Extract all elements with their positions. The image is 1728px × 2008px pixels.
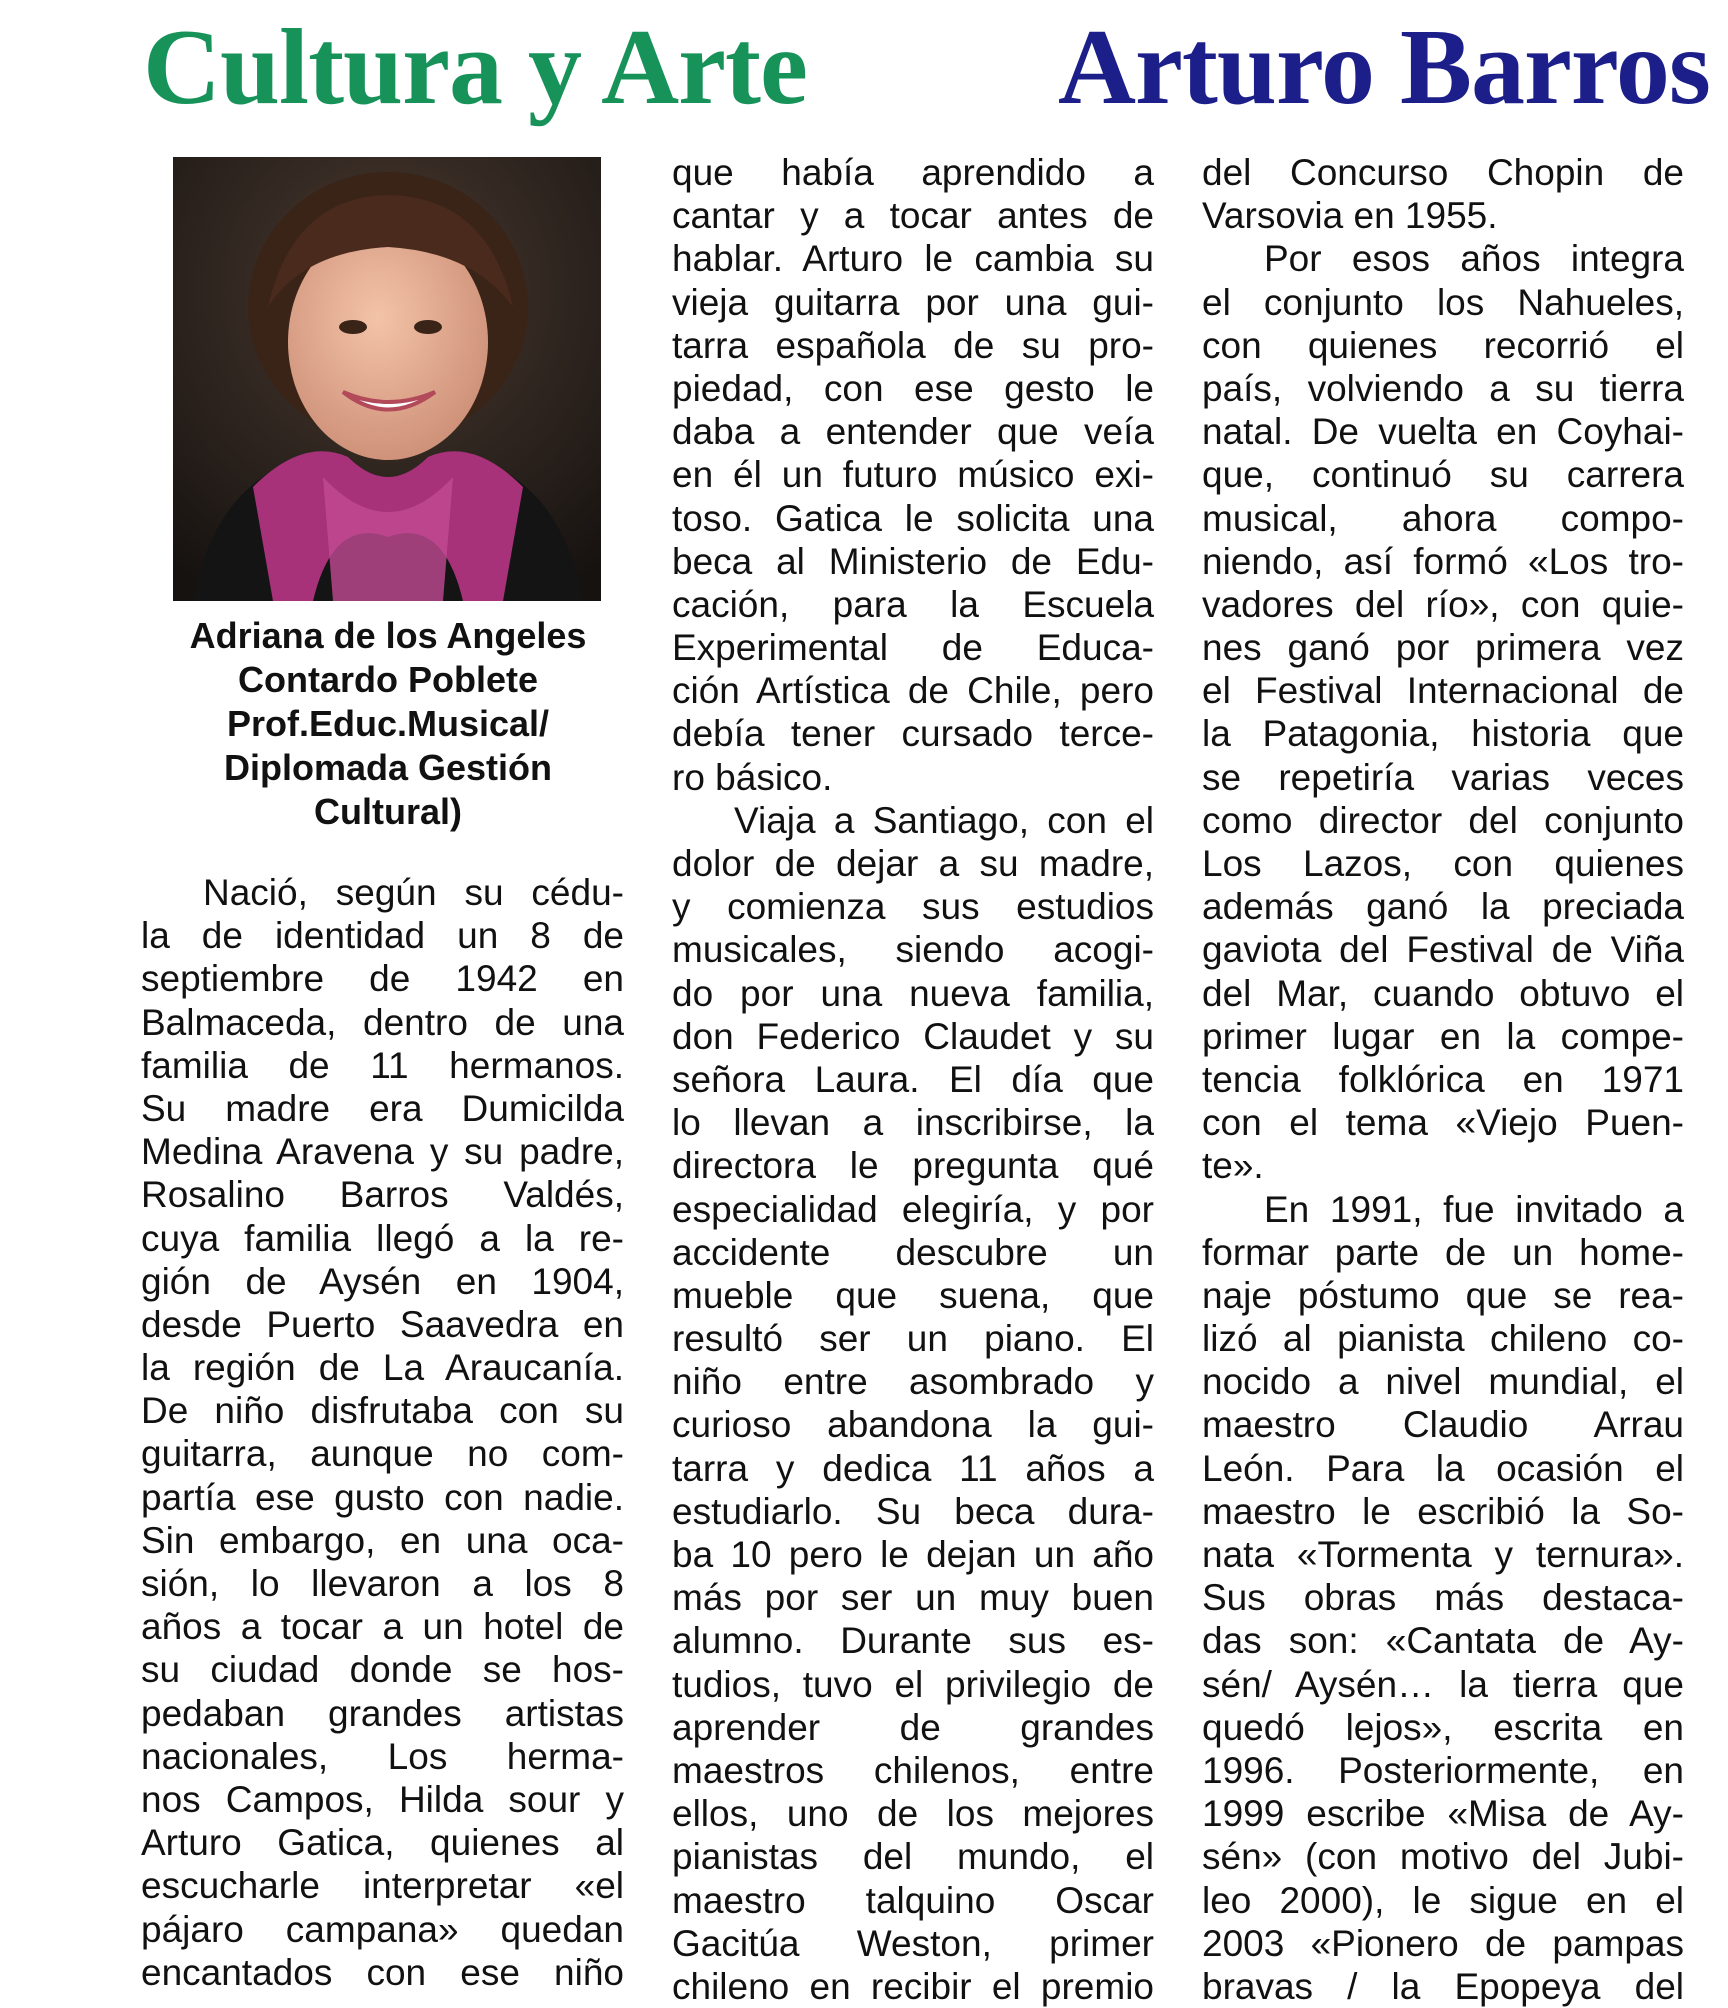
text-line: daba a entender que veía (672, 411, 1154, 453)
text-line: tudios, tuvo el privilegio de (672, 1663, 1154, 1705)
text-line: aprender de grandes (672, 1706, 1154, 1748)
caption-line: Diplomada Gestión (223, 747, 553, 788)
caption-line: Prof.Educ.Musical/ (226, 703, 550, 744)
text-line: León. Para la ocasión el (1202, 1447, 1684, 1489)
text-line: lo llevan a inscribirse, la (672, 1102, 1154, 1144)
text-line: partía ese gusto con nadie. (141, 1476, 624, 1518)
caption-line: Adriana de los Angeles (189, 615, 587, 656)
text-line: Nació, según su cédu- (203, 872, 624, 913)
text-line: ba 10 pero le dejan un año (672, 1534, 1154, 1575)
text-line: piedad, con ese gesto le (672, 367, 1154, 409)
text-line: niño entre asombrado y (672, 1361, 1154, 1403)
text-line: chileno en recibir el premio (672, 1965, 1154, 2007)
text-line: la región de La Araucanía. (141, 1347, 624, 1389)
text-line: 1996. Posteriormente, en (1202, 1749, 1684, 1791)
text-line: nata «Tormenta y ternura». (1202, 1534, 1684, 1575)
text-line: nos Campos, Hilda sour y (141, 1778, 624, 1820)
text-line: gaviota del Festival de Viña (1202, 929, 1684, 971)
text-line: nacionales, Los herma- (141, 1735, 624, 1777)
text-line: en él un futuro músico exi- (672, 454, 1154, 496)
text-line: pianistas del mundo, el (672, 1836, 1154, 1878)
text-line: quedó lejos», escrita en (1202, 1706, 1684, 1748)
text-line: ellos, uno de los mejores (672, 1793, 1154, 1835)
text-line: directora le pregunta qué (672, 1145, 1154, 1187)
text-line: tencia folklórica en 1971 (1202, 1058, 1684, 1100)
text-line: dolor de dejar a su madre, (672, 843, 1154, 884)
text-line: Arturo Gatica, quienes al (141, 1822, 624, 1864)
text-line: curioso abandona la gui- (672, 1404, 1154, 1446)
text-line: la Patagonia, historia que (1202, 713, 1684, 755)
text-line: escucharle interpretar «el (141, 1865, 624, 1907)
text-line: además ganó la preciada (1202, 886, 1684, 928)
text-line: alumno. Durante sus es- (672, 1620, 1154, 1662)
text-line: Sus obras más destaca- (1202, 1577, 1684, 1619)
text-line: Viaja a Santiago, con el (734, 799, 1154, 841)
text-line: desde Puerto Saavedra en (141, 1303, 624, 1345)
text-line: Experimental de Educa- (672, 627, 1154, 669)
article-title: Arturo Barros (1058, 8, 1710, 127)
text-line: más por ser un muy buen (672, 1577, 1154, 1619)
text-line: que había aprendido a (672, 152, 1154, 193)
text-line: beca al Ministerio de Edu- (672, 540, 1154, 582)
text-line: leo 2000), le sigue en el (1202, 1879, 1684, 1921)
text-line: primer lugar en la compe- (1202, 1015, 1684, 1057)
text-line: Gacitúa Weston, primer (672, 1922, 1154, 1964)
text-line: su ciudad donde se hos- (141, 1649, 624, 1691)
text-line: te». (1202, 1145, 1264, 1187)
text-line: sén» (con motivo del Jubi- (1202, 1836, 1684, 1878)
text-line: se repetiría varias veces (1202, 756, 1684, 798)
text-line: niendo, así formó «Los tro- (1202, 540, 1684, 582)
text-line: el conjunto los Nahueles, (1202, 281, 1684, 323)
text-line: guitarra, aunque no com- (141, 1433, 624, 1475)
text-line: Rosalino Barros Valdés, (141, 1174, 624, 1216)
text-line: formar parte de un home- (1202, 1231, 1684, 1273)
text-line: Medina Aravena y su padre, (141, 1131, 624, 1173)
text-line: con quienes recorrió el (1202, 324, 1684, 366)
text-line: como director del conjunto (1202, 799, 1684, 841)
photo-caption (143, 614, 633, 834)
text-line: lizó al pianista chileno co- (1202, 1318, 1684, 1360)
text-line: país, volviendo a su tierra (1202, 367, 1684, 409)
text-line: musical, ahora compo- (1202, 497, 1684, 539)
text-line: maestro Claudio Arrau (1202, 1404, 1684, 1446)
article-column-1 (141, 871, 624, 1994)
text-line: bravas / la Epopeya del (1202, 1965, 1684, 2007)
text-line: nes ganó por primera vez (1202, 627, 1684, 669)
text-line: Sin embargo, en una oca- (141, 1519, 624, 1561)
text-line: natal. De vuelta en Coyhai- (1202, 411, 1684, 453)
caption-line: Cultural) (314, 791, 462, 832)
text-line: estudiarlo. Su beca dura- (672, 1490, 1154, 1532)
text-line: maestros chilenos, entre (672, 1749, 1154, 1791)
text-line: tarra española de su pro- (672, 324, 1154, 366)
text-line: toso. Gatica le solicita una (672, 497, 1154, 539)
text-line: tarra y dedica 11 años a (672, 1447, 1154, 1489)
text-line: cación, para la Escuela (672, 583, 1154, 625)
text-line: que, continuó su carrera (1202, 454, 1684, 496)
text-line: sión, lo llevaron a los 8 (141, 1563, 624, 1604)
text-line: Balmaceda, dentro de una (141, 1001, 624, 1043)
section-title: Cultura y Arte (143, 8, 807, 127)
text-line: años a tocar a un hotel de (141, 1606, 624, 1648)
text-line: Varsovia en 1955. (1202, 195, 1498, 237)
text-line: pájaro campana» quedan (141, 1908, 624, 1950)
text-line: Los Lazos, con quienes (1202, 843, 1684, 884)
text-line: cuya familia llegó a la re- (141, 1217, 624, 1259)
text-line: maestro le escribió la So- (1202, 1490, 1684, 1532)
text-line: 1999 escribe «Misa de Ay- (1202, 1793, 1684, 1835)
article-column-2 (672, 151, 1154, 2008)
text-line: maestro talquino Oscar (672, 1879, 1154, 1921)
text-line: don Federico Claudet y su (672, 1015, 1154, 1057)
text-line: ción Artística de Chile, pero (672, 670, 1154, 712)
text-line: naje póstumo que se rea- (1202, 1274, 1684, 1316)
text-line: septiembre de 1942 en (141, 958, 624, 1000)
text-line: De niño disfrutaba con su (141, 1390, 624, 1432)
text-line: musicales, siendo acogi- (672, 929, 1154, 971)
text-line: cantar y a tocar antes de (672, 195, 1154, 237)
text-line: gión de Aysén en 1904, (141, 1260, 624, 1302)
text-line: del Concurso Chopin de (1202, 152, 1684, 193)
text-line: familia de 11 hermanos. (141, 1044, 624, 1086)
caption-line: Contardo Poblete (237, 659, 538, 700)
text-line: hablar. Arturo le cambia su (672, 238, 1154, 280)
text-line: especialidad elegiría, y por (672, 1188, 1154, 1230)
text-line: mueble que suena, que (672, 1274, 1154, 1316)
article-column-3 (1202, 151, 1684, 2008)
text-line: y comienza sus estudios (672, 886, 1154, 928)
text-line: encantados con ese niño (141, 1951, 624, 1993)
text-line: la de identidad un 8 de (141, 915, 624, 957)
text-line: el Festival Internacional de (1202, 670, 1684, 712)
text-line: debía tener cursado terce- (672, 713, 1154, 755)
text-line: 2003 «Pionero de pampas (1202, 1922, 1684, 1964)
text-line: Por esos años integra (1264, 238, 1684, 280)
text-line: En 1991, fue invitado a (1264, 1188, 1684, 1230)
text-line: resultó ser un piano. El (672, 1318, 1154, 1360)
text-line: vieja guitarra por una gui- (672, 281, 1154, 323)
text-line: del Mar, cuando obtuvo el (1202, 972, 1684, 1014)
text-line: nocido a nivel mundial, el (1202, 1361, 1684, 1403)
text-line: pedaban grandes artistas (141, 1692, 624, 1734)
text-line: sén/ Aysén… la tierra que (1202, 1663, 1684, 1705)
text-line: do por una nueva familia, (672, 972, 1154, 1014)
text-line: Su madre era Dumicilda (141, 1087, 624, 1129)
author-photo (173, 157, 601, 601)
text-line: señora Laura. El día que (672, 1058, 1154, 1100)
text-line: das son: «Cantata de Ay- (1202, 1620, 1684, 1662)
text-line: ro básico. (672, 756, 833, 798)
text-line: accidente descubre un (672, 1231, 1154, 1273)
text-line: con el tema «Viejo Puen- (1202, 1102, 1684, 1144)
text-line: vadores del río», con quie- (1202, 583, 1684, 625)
